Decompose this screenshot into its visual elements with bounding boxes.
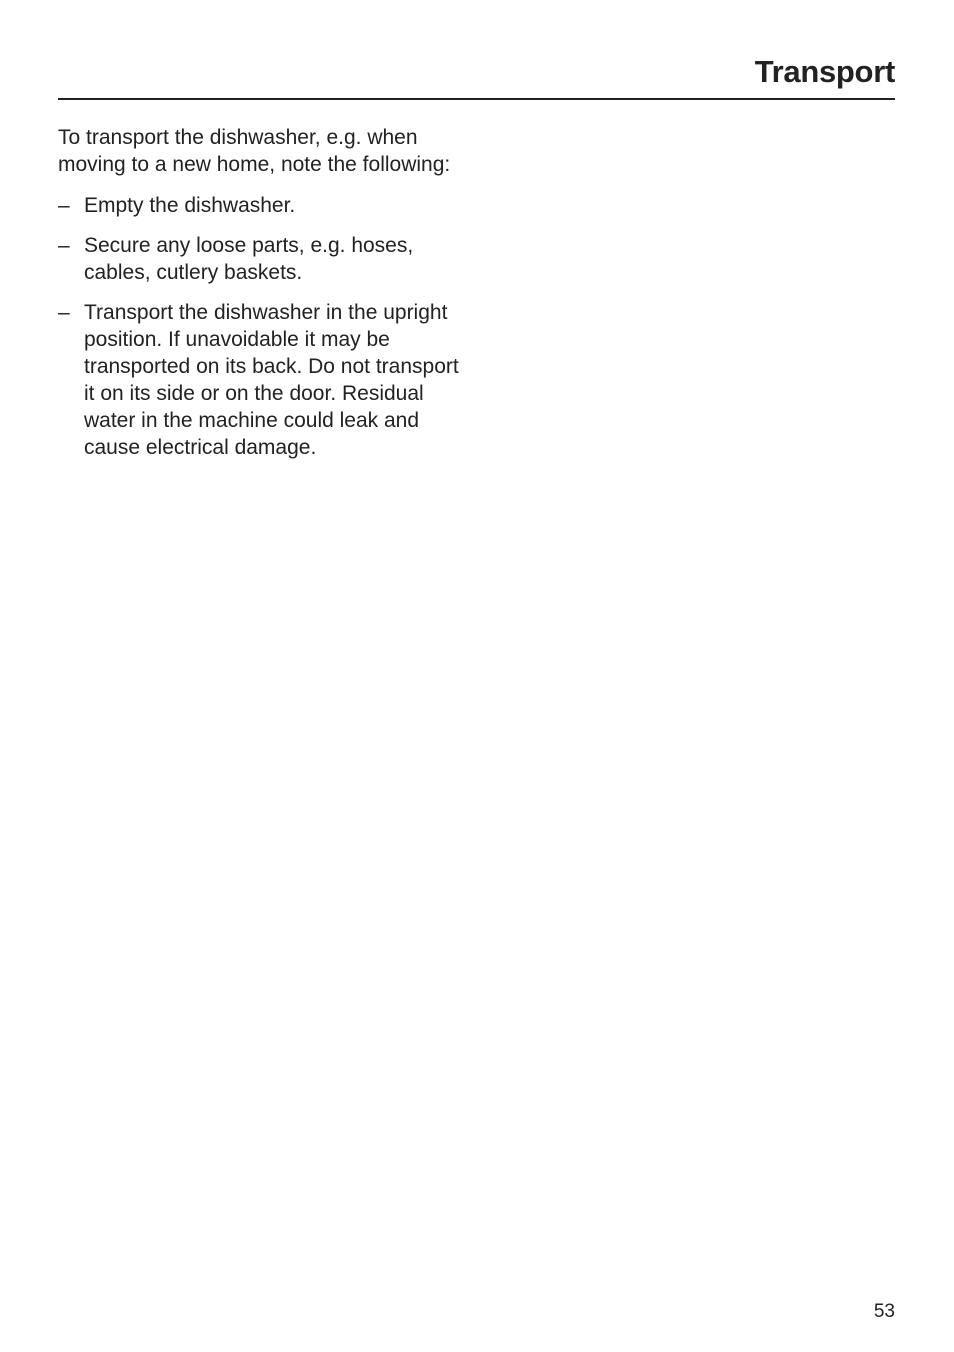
- instruction-list: [58, 192, 468, 461]
- dash-bullet-icon: –: [58, 301, 70, 324]
- intro-paragraph: To transport the dishwasher, e.g. when moving to a new home, note the following:: [58, 126, 451, 176]
- page-header: [58, 50, 895, 100]
- list-item-text: Transport the dishwasher in the upright position. If unavoidable it may be transported on its back. Do not transport it on its side or on the door. Residual water in the machine could leak and cause electrical damage.: [84, 301, 459, 459]
- dash-bullet-icon: –: [58, 234, 70, 257]
- list-item-text: Empty the dishwasher.: [84, 194, 296, 217]
- header-divider: [58, 98, 895, 100]
- list-item: [58, 299, 468, 461]
- list-item-text: Secure any loose parts, e.g. hoses, cables, cutlery baskets.: [84, 234, 414, 284]
- page-title: Transport: [754, 54, 895, 89]
- list-item: [58, 192, 468, 219]
- list-item: [58, 232, 468, 286]
- main-content: [58, 124, 468, 474]
- page-number: 53: [873, 1301, 895, 1322]
- dash-bullet-icon: –: [58, 194, 70, 217]
